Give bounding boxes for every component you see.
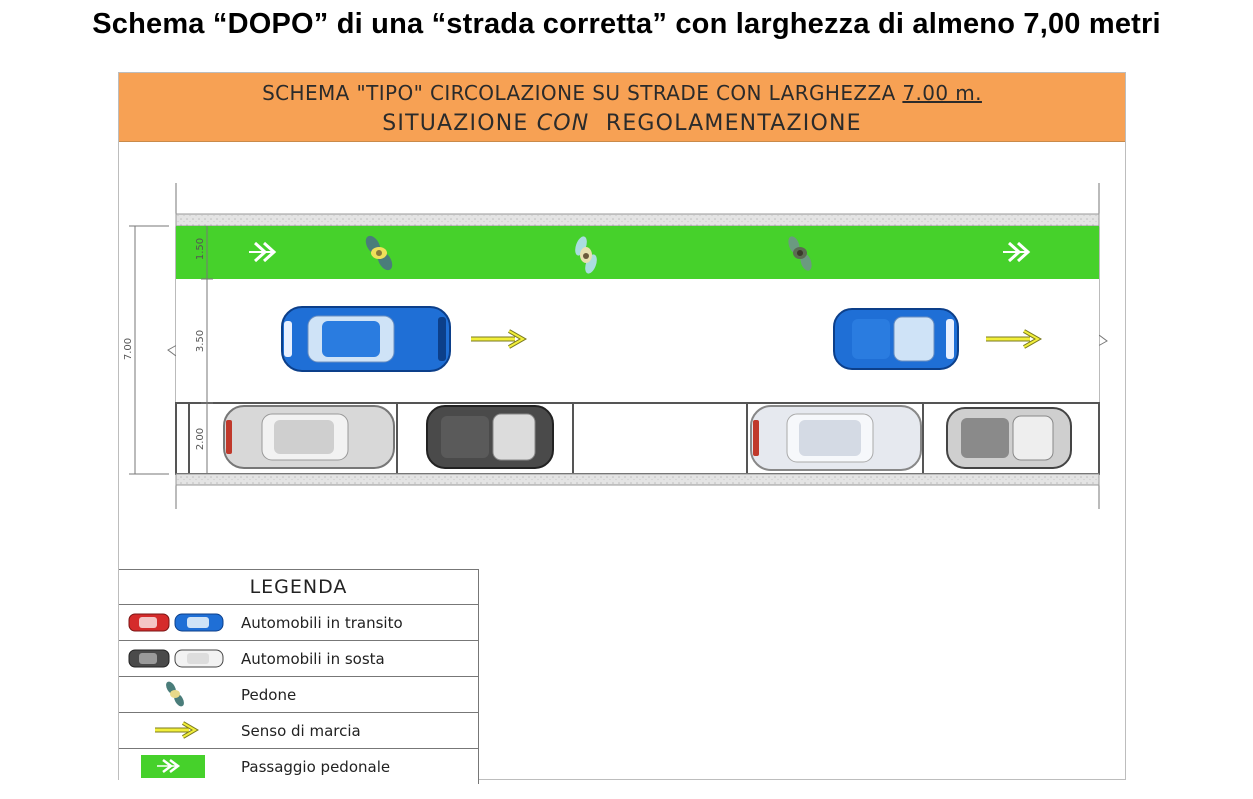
dim-label-pedestrian: 1.50 xyxy=(195,237,206,261)
legend-label: Senso di marcia xyxy=(241,722,361,740)
pedestrian-lane xyxy=(176,226,1099,279)
header-line-1-text: SCHEMA "TIPO" CIRCOLAZIONE SU STRADE CON LARGHEZZA xyxy=(262,81,903,105)
parked-car xyxy=(947,408,1071,468)
legend-row xyxy=(119,749,478,784)
diagram-frame xyxy=(118,72,1126,780)
page-title: Schema “DOPO” di una “strada corretta” con larghezza di almeno 7,00 metri xyxy=(92,8,1161,40)
transit-car xyxy=(834,309,958,369)
legend xyxy=(119,569,479,784)
dim-label-transit: 3.50 xyxy=(195,329,206,353)
parked-car xyxy=(751,406,921,470)
dim-label-parking: 2.00 xyxy=(195,427,206,451)
transit-cars-icon xyxy=(127,609,227,636)
curb-bottom xyxy=(176,474,1099,485)
legend-label: Automobili in sosta xyxy=(241,650,385,668)
curb-top xyxy=(176,214,1099,226)
header-line-2-b: CON xyxy=(536,111,590,136)
legend-row xyxy=(119,713,478,749)
legend-label: Automobili in transito xyxy=(241,614,403,632)
transit-car xyxy=(282,307,450,371)
dim-label-total: 7.00 xyxy=(123,337,134,361)
legend-row xyxy=(119,677,478,713)
parked-car xyxy=(224,406,394,468)
header-line-2-c: REGOLAMENTAZIONE xyxy=(589,111,862,136)
parked-car xyxy=(427,406,553,468)
legend-row xyxy=(119,605,478,641)
legend-row xyxy=(119,641,478,677)
header-road-width: 7.00 m. xyxy=(902,81,982,105)
header-line-2-a: SITUAZIONE xyxy=(382,111,537,136)
legend-label: Passaggio pedonale xyxy=(241,758,391,776)
legend-label: Pedone xyxy=(241,686,297,704)
direction-arrow-icon xyxy=(127,717,227,744)
pedestrian-icon xyxy=(127,681,227,708)
legend-title: LEGENDA xyxy=(119,570,478,605)
pedestrian-crossing-icon xyxy=(127,753,227,780)
parked-cars-icon xyxy=(127,645,227,672)
